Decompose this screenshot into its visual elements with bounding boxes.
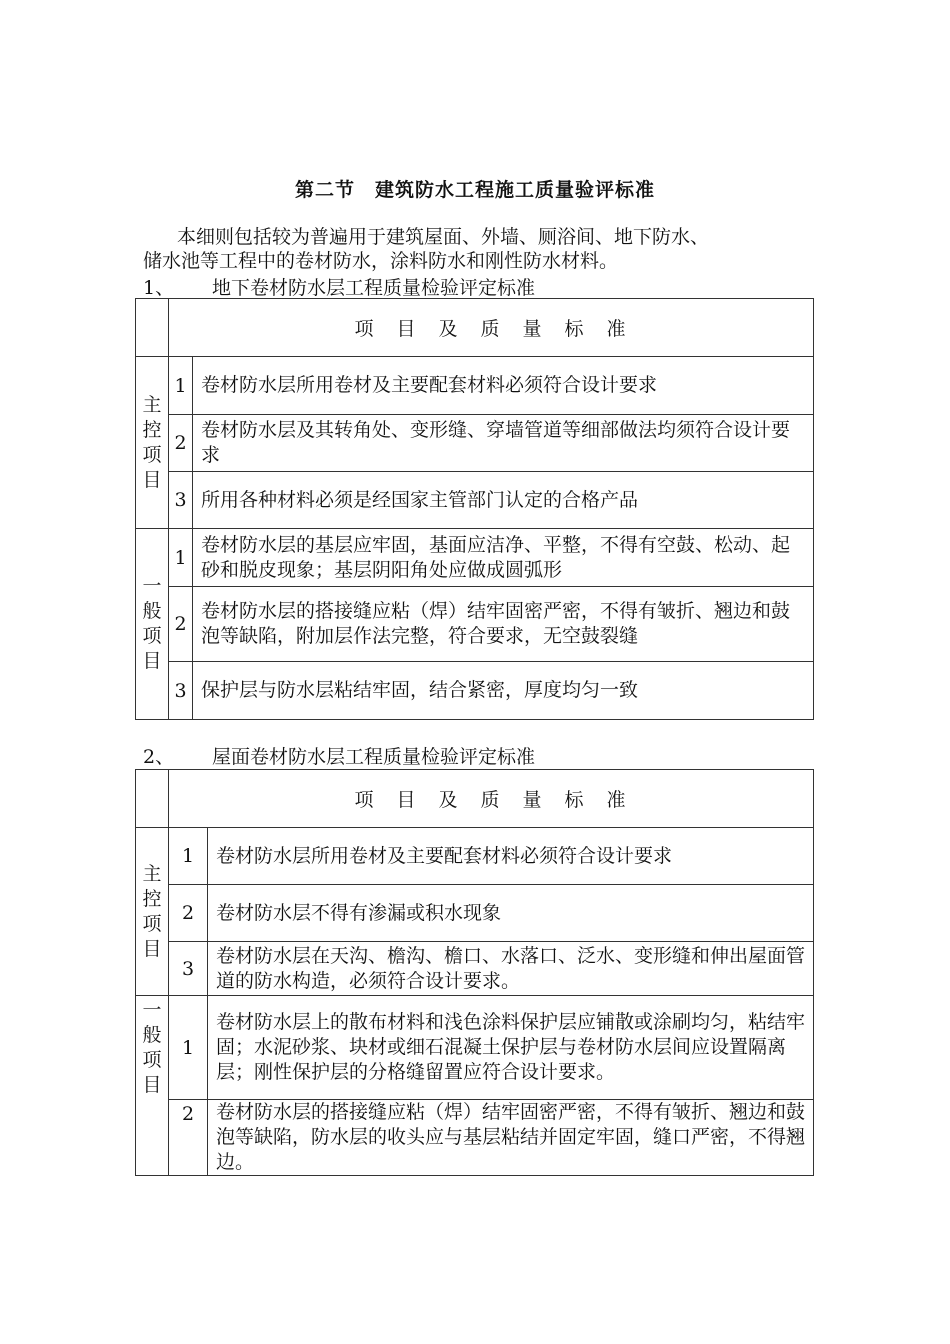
table-row (136, 996, 814, 1100)
table-row (136, 415, 814, 472)
quality-table-underground (135, 298, 814, 720)
category-general: 一 般 项 目 (136, 996, 169, 1176)
item-text: 卷材防水层的基层应牢固，基面应洁净、平整，不得有空鼓、松动、起砂和脱皮现象；基层阴阳角处应做成圆弧形 (193, 529, 814, 587)
item-text: 卷材防水层所用卷材及主要配套材料必须符合设计要求 (208, 828, 814, 885)
item-text: 卷材防水层的搭接缝应粘（焊）结牢固密严密，不得有皱折、翘边和鼓泡等缺陷，附加层作法完整，符合要求，无空鼓裂缝 (193, 587, 814, 662)
table-header: 项 目 及 质 量 标 准 (169, 770, 814, 828)
table-row (136, 587, 814, 662)
item-number: 2 (169, 1100, 208, 1176)
item-number: 2 (169, 415, 193, 472)
section-2-title: 屋面卷材防水层工程质量检验评定标准 (212, 746, 536, 768)
category-general: 一 般 项 目 (136, 529, 169, 720)
item-text: 卷材防水层不得有渗漏或积水现象 (208, 885, 814, 942)
table-corner-cell (136, 299, 169, 357)
section-1-heading (143, 277, 535, 299)
item-number: 1 (169, 828, 208, 885)
item-number: 1 (169, 357, 193, 415)
section-1-title: 地下卷材防水层工程质量检验评定标准 (212, 277, 536, 299)
item-text: 卷材防水层及其转角处、变形缝、穿墙管道等细部做法均须符合设计要求 (193, 415, 814, 472)
item-number: 2 (169, 885, 208, 942)
table-row (136, 472, 814, 529)
table-row (136, 529, 814, 587)
quality-table-roof (135, 769, 814, 1176)
item-text: 卷材防水层在天沟、檐沟、檐口、水落口、泛水、变形缝和伸出屋面管道的防水构造，必须符合设计要求。 (208, 942, 814, 996)
category-main-control: 主 控 项 目 (136, 357, 169, 529)
item-text: 保护层与防水层粘结牢固，结合紧密，厚度均匀一致 (193, 662, 814, 720)
item-text: 所用各种材料必须是经国家主管部门认定的合格产品 (193, 472, 814, 529)
item-number: 3 (169, 472, 193, 529)
item-text: 卷材防水层上的散布材料和浅色涂料保护层应铺散或涂刷均匀，粘结牢固；水泥砂浆、块材或细石混凝土保护层与卷材防水层间应设置隔离层；刚性保护层的分格缝留置应符合设计要求。 (208, 996, 814, 1100)
table-corner-cell (136, 770, 169, 828)
table-row (136, 942, 814, 996)
table-row (136, 357, 814, 415)
item-number: 1 (169, 996, 208, 1100)
table-row (136, 662, 814, 720)
section-1-number: 1、 (143, 277, 175, 299)
item-number: 3 (169, 662, 193, 720)
table-row (136, 1100, 814, 1176)
item-number: 2 (169, 587, 193, 662)
intro-line-1: 本细则包括较为普遍用于建筑屋面、外墙、厕浴间、地下防水、 (177, 226, 710, 248)
section-2-number: 2、 (143, 746, 175, 768)
item-number: 1 (169, 529, 193, 587)
page-title: 第二节 建筑防水工程施工质量验评标准 (294, 179, 655, 201)
item-number: 3 (169, 942, 208, 996)
item-text: 卷材防水层的搭接缝应粘（焊）结牢固密严密，不得有皱折、翘边和鼓泡等缺陷，防水层的收头应与基层粘结并固定牢固，缝口严密，不得翘边。 (208, 1100, 814, 1176)
section-2-heading (143, 746, 535, 768)
table-row (136, 885, 814, 942)
table-header: 项 目 及 质 量 标 准 (169, 299, 814, 357)
intro-line-2: 储水池等工程中的卷材防水，涂料防水和刚性防水材料。 (143, 250, 619, 272)
table-row (136, 828, 814, 885)
item-text: 卷材防水层所用卷材及主要配套材料必须符合设计要求 (193, 357, 814, 415)
category-main-control: 主 控 项 目 (136, 828, 169, 996)
